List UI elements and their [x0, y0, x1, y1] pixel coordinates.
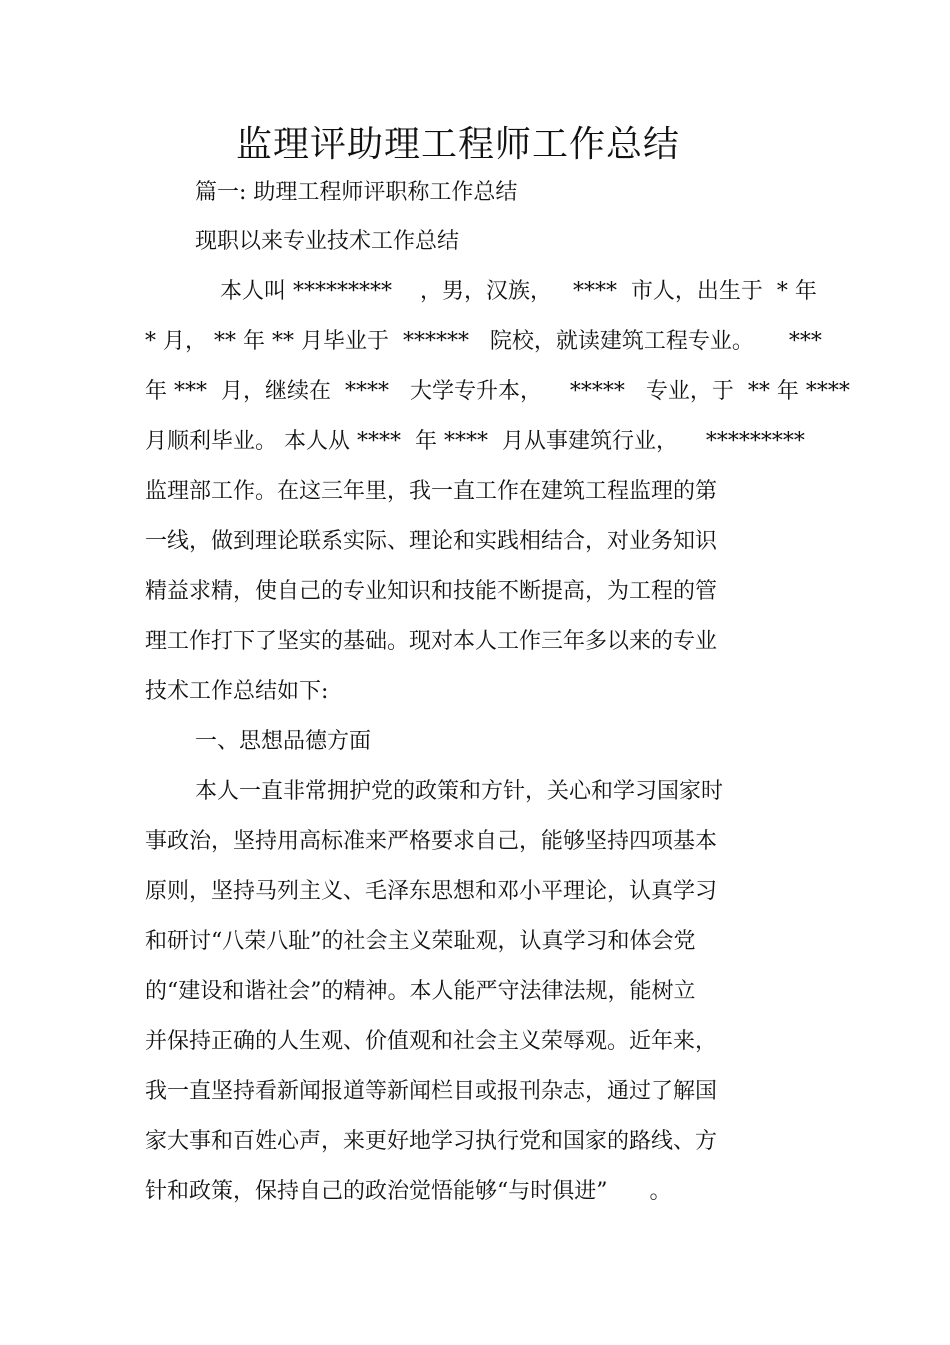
- paragraph-line: 月顺利毕业。 本人从 **** 年 **** 月从事建筑行业， *********: [145, 429, 805, 454]
- paragraph-line: 理工作打下了坚实的基础。现对本人工作三年多以来的专业: [145, 629, 718, 654]
- paragraph-line: 一线，做到理论联系实际、理论和实践相结合，对业务知识: [145, 529, 718, 554]
- paragraph-line: * 月， ** 年 ** 月毕业于 ****** 院校，就读建筑工程专业。 ***: [145, 329, 822, 354]
- paragraph-line: 年 *** 月，继续在 **** 大学专升本， ***** 专业，于 ** 年 ****: [145, 379, 850, 404]
- paragraph-line: 精益求精，使自己的专业知识和技能不断提高，为工程的管: [145, 579, 718, 604]
- paragraph-line: 家大事和百姓心声，来更好地学习执行党和国家的路线、方: [145, 1129, 718, 1154]
- paragraph-line: 我一直坚持看新闻报道等新闻栏目或报刊杂志，通过了解国: [145, 1079, 718, 1104]
- paragraph-line: 技术工作总结如下:: [145, 679, 329, 704]
- section-heading: 现职以来专业技术工作总结: [195, 229, 460, 254]
- section-1-heading: 一、思想品德方面: [195, 729, 372, 754]
- paragraph-line: 本人一直非常拥护党的政策和方针，关心和学习国家时: [195, 779, 724, 804]
- paragraph-line: 原则，坚持马列主义、毛泽东思想和邓小平理论，认真学习: [145, 879, 718, 904]
- paragraph-line: 的“建设和谐社会”的精神。本人能严守法律法规，能树立: [145, 979, 696, 1004]
- paragraph-line: 事政治，坚持用高标准来严格要求自己，能够坚持四项基本: [145, 829, 718, 854]
- paragraph-line: 针和政策，保持自己的政治觉悟能够“与时俱进” 。: [145, 1179, 672, 1204]
- paragraph-line: 本人叫 ********* ，男，汉族， **** 市人，出生于 * 年: [220, 279, 817, 304]
- paragraph-line: 和研讨“八荣八耻”的社会主义荣耻观，认真学习和体会党: [145, 929, 696, 954]
- document-subtitle: 篇一: 助理工程师评职称工作总结: [195, 180, 518, 205]
- paragraph-line: 并保持正确的人生观、价值观和社会主义荣辱观。近年来，: [145, 1029, 718, 1054]
- document-title: 监理评助理工程师工作总结: [235, 124, 680, 165]
- paragraph-line: 监理部工作。在这三年里，我一直工作在建筑工程监理的第: [145, 479, 718, 504]
